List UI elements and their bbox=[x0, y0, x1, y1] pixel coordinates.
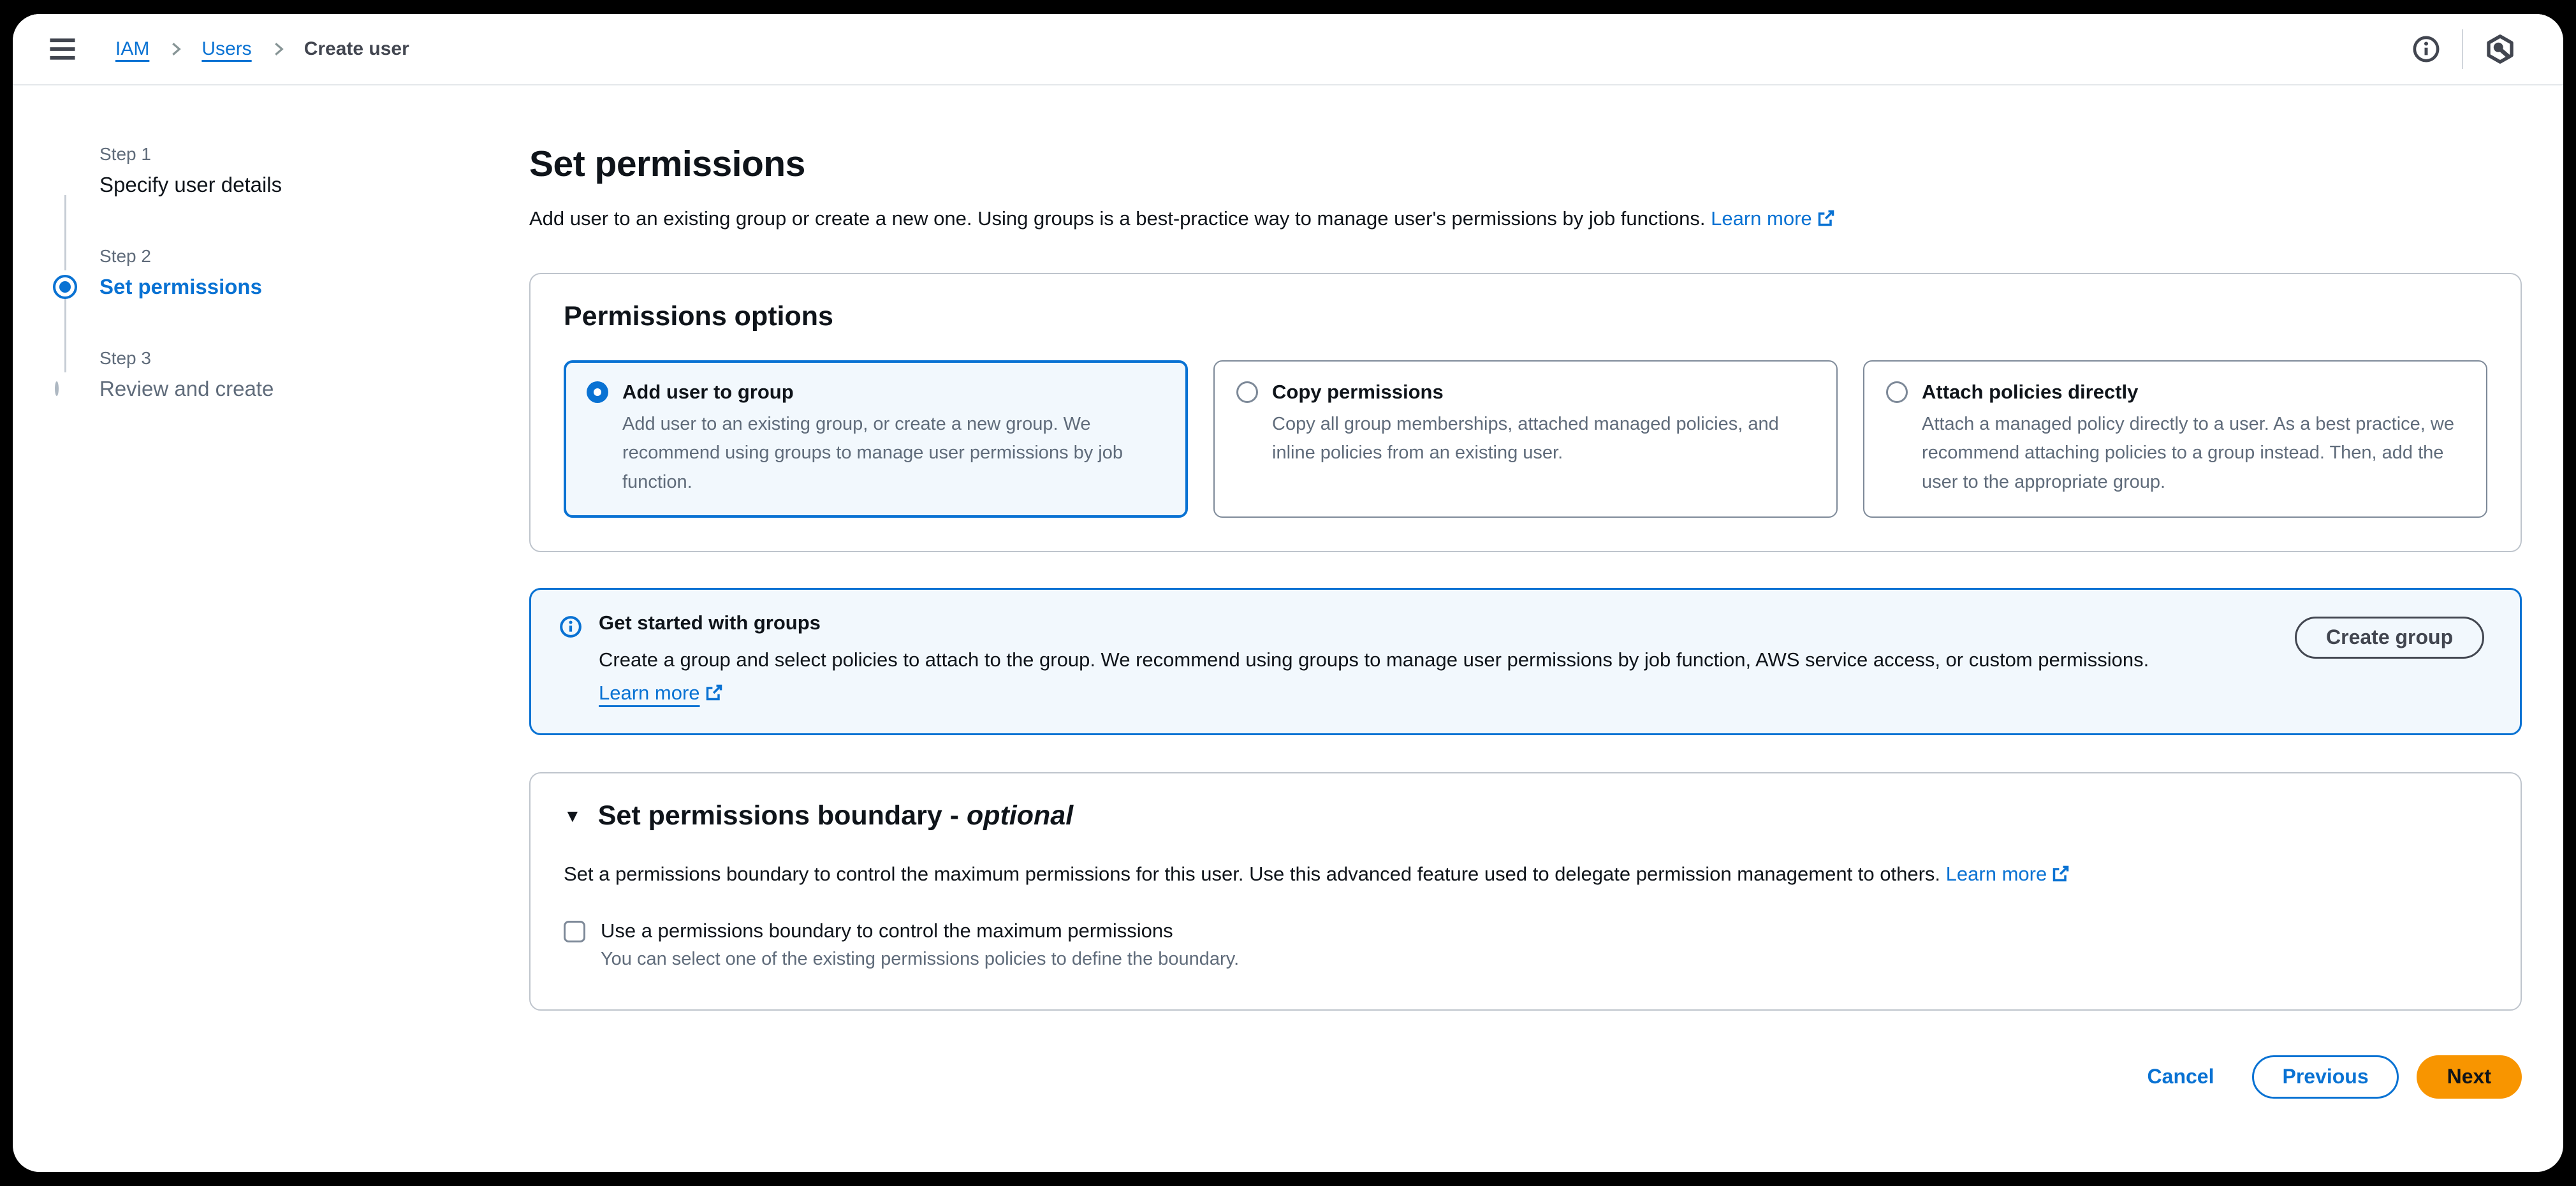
external-link-icon bbox=[705, 678, 723, 712]
option-label: Copy permissions bbox=[1272, 380, 1444, 403]
option-label: Attach policies directly bbox=[1922, 380, 2139, 403]
step-active-icon bbox=[55, 275, 99, 299]
breadcrumb-users-link[interactable]: Users bbox=[201, 38, 252, 59]
option-description: Add user to an existing group, or create a new group. We recommend using groups to manage user permissions by job function. bbox=[622, 413, 1123, 493]
stepper-step-2[interactable] bbox=[50, 246, 516, 301]
next-button[interactable]: Next bbox=[2417, 1055, 2522, 1099]
amazon-q-icon[interactable] bbox=[2485, 34, 2515, 64]
boundary-checkbox-label[interactable]: Use a permissions boundary to control the maximum permissions bbox=[601, 919, 1173, 942]
top-navigation-bar bbox=[13, 14, 2563, 85]
permissions-options-tiles bbox=[564, 360, 2487, 518]
wizard-footer-actions bbox=[529, 1055, 2522, 1099]
boundary-description-text: Set a permissions boundary to control the maximum permissions for this user. Use this advanced feature used to delegate permission management to others. bbox=[564, 863, 1941, 886]
vertical-divider bbox=[2462, 29, 2463, 69]
caret-down-icon: ▼ bbox=[564, 805, 582, 826]
boundary-expander-header[interactable] bbox=[564, 800, 2487, 831]
option-label: Add user to group bbox=[622, 380, 794, 403]
groups-info-alert bbox=[529, 588, 2522, 735]
info-circle-icon bbox=[559, 615, 582, 641]
external-link-icon bbox=[2052, 861, 2070, 891]
page-description-text: Add user to an existing group or create a new one. Using groups is a best-practice way to manage user's permissions by job functions. bbox=[529, 207, 1706, 230]
boundary-checkbox[interactable] bbox=[564, 921, 585, 942]
chevron-right-icon bbox=[268, 40, 288, 59]
radio-unselected-icon[interactable] bbox=[1236, 381, 1258, 403]
alert-description-text: Create a group and select policies to attach to the group. We recommend using groups to manage user permissions by job function, AWS service access, or custom permissions. bbox=[599, 648, 2149, 671]
boundary-title bbox=[598, 800, 1073, 831]
permissions-boundary-card bbox=[529, 772, 2522, 1011]
step-title: Set permissions bbox=[99, 275, 262, 298]
boundary-title-text: Set permissions boundary - bbox=[597, 800, 967, 831]
alert-description bbox=[599, 643, 2269, 712]
boundary-checkbox-row bbox=[564, 919, 2487, 942]
learn-more-label: Learn more bbox=[1945, 863, 2047, 886]
create-group-button[interactable]: Create group bbox=[2295, 617, 2484, 659]
step-title: Review and create bbox=[99, 377, 274, 400]
previous-button[interactable]: Previous bbox=[2252, 1055, 2398, 1099]
main-content bbox=[529, 85, 2522, 1099]
boundary-description bbox=[564, 860, 2487, 891]
chevron-right-icon bbox=[166, 40, 185, 59]
hamburger-menu-icon[interactable] bbox=[48, 36, 77, 62]
page-description bbox=[529, 204, 2522, 236]
step-number-label: Step 2 bbox=[99, 246, 151, 266]
radio-unselected-icon[interactable] bbox=[1886, 381, 1908, 403]
option-tile-attach-policies-directly[interactable] bbox=[1863, 360, 2487, 518]
permissions-options-title: Permissions options bbox=[564, 300, 833, 332]
boundary-title-optional: optional bbox=[966, 800, 1074, 831]
step-number-label: Step 3 bbox=[99, 348, 151, 368]
wizard-stepper bbox=[13, 85, 516, 450]
step-title[interactable]: Specify user details bbox=[99, 173, 282, 196]
page-learn-more-link[interactable] bbox=[1711, 207, 1835, 230]
learn-more-label: Learn more bbox=[599, 682, 700, 705]
page-title: Set permissions bbox=[529, 143, 805, 184]
boundary-checkbox-description: You can select one of the existing permissions policies to define the boundary. bbox=[601, 948, 1240, 969]
breadcrumb bbox=[115, 38, 409, 60]
option-description: Attach a managed policy directly to a user. As a best practice, we recommend attaching policies to a group instead. Then, add the user to the appropriate group. bbox=[1922, 413, 2454, 493]
breadcrumb-current-page: Create user bbox=[304, 38, 409, 59]
alert-title: Get started with groups bbox=[599, 611, 821, 634]
browser-window bbox=[13, 14, 2563, 1172]
radio-selected-icon[interactable] bbox=[587, 381, 608, 403]
step-upcoming-icon bbox=[55, 383, 99, 395]
boundary-learn-more-link[interactable] bbox=[1946, 863, 2070, 885]
stepper-step-1[interactable] bbox=[50, 144, 516, 199]
alert-learn-more-link[interactable] bbox=[599, 682, 723, 704]
learn-more-label: Learn more bbox=[1711, 207, 1812, 230]
option-tile-add-user-to-group[interactable] bbox=[564, 360, 1188, 518]
option-tile-copy-permissions[interactable] bbox=[1213, 360, 1838, 518]
step-number-label: Step 1 bbox=[99, 144, 151, 164]
stepper-step-3[interactable] bbox=[50, 348, 516, 403]
info-icon[interactable] bbox=[2412, 35, 2440, 63]
option-description: Copy all group memberships, attached managed policies, and inline policies from an existing user. bbox=[1272, 413, 1779, 464]
breadcrumb-iam-link[interactable]: IAM bbox=[115, 38, 150, 59]
permissions-options-card bbox=[529, 273, 2522, 552]
cancel-button[interactable]: Cancel bbox=[2147, 1065, 2214, 1088]
external-link-icon bbox=[1817, 206, 1835, 236]
